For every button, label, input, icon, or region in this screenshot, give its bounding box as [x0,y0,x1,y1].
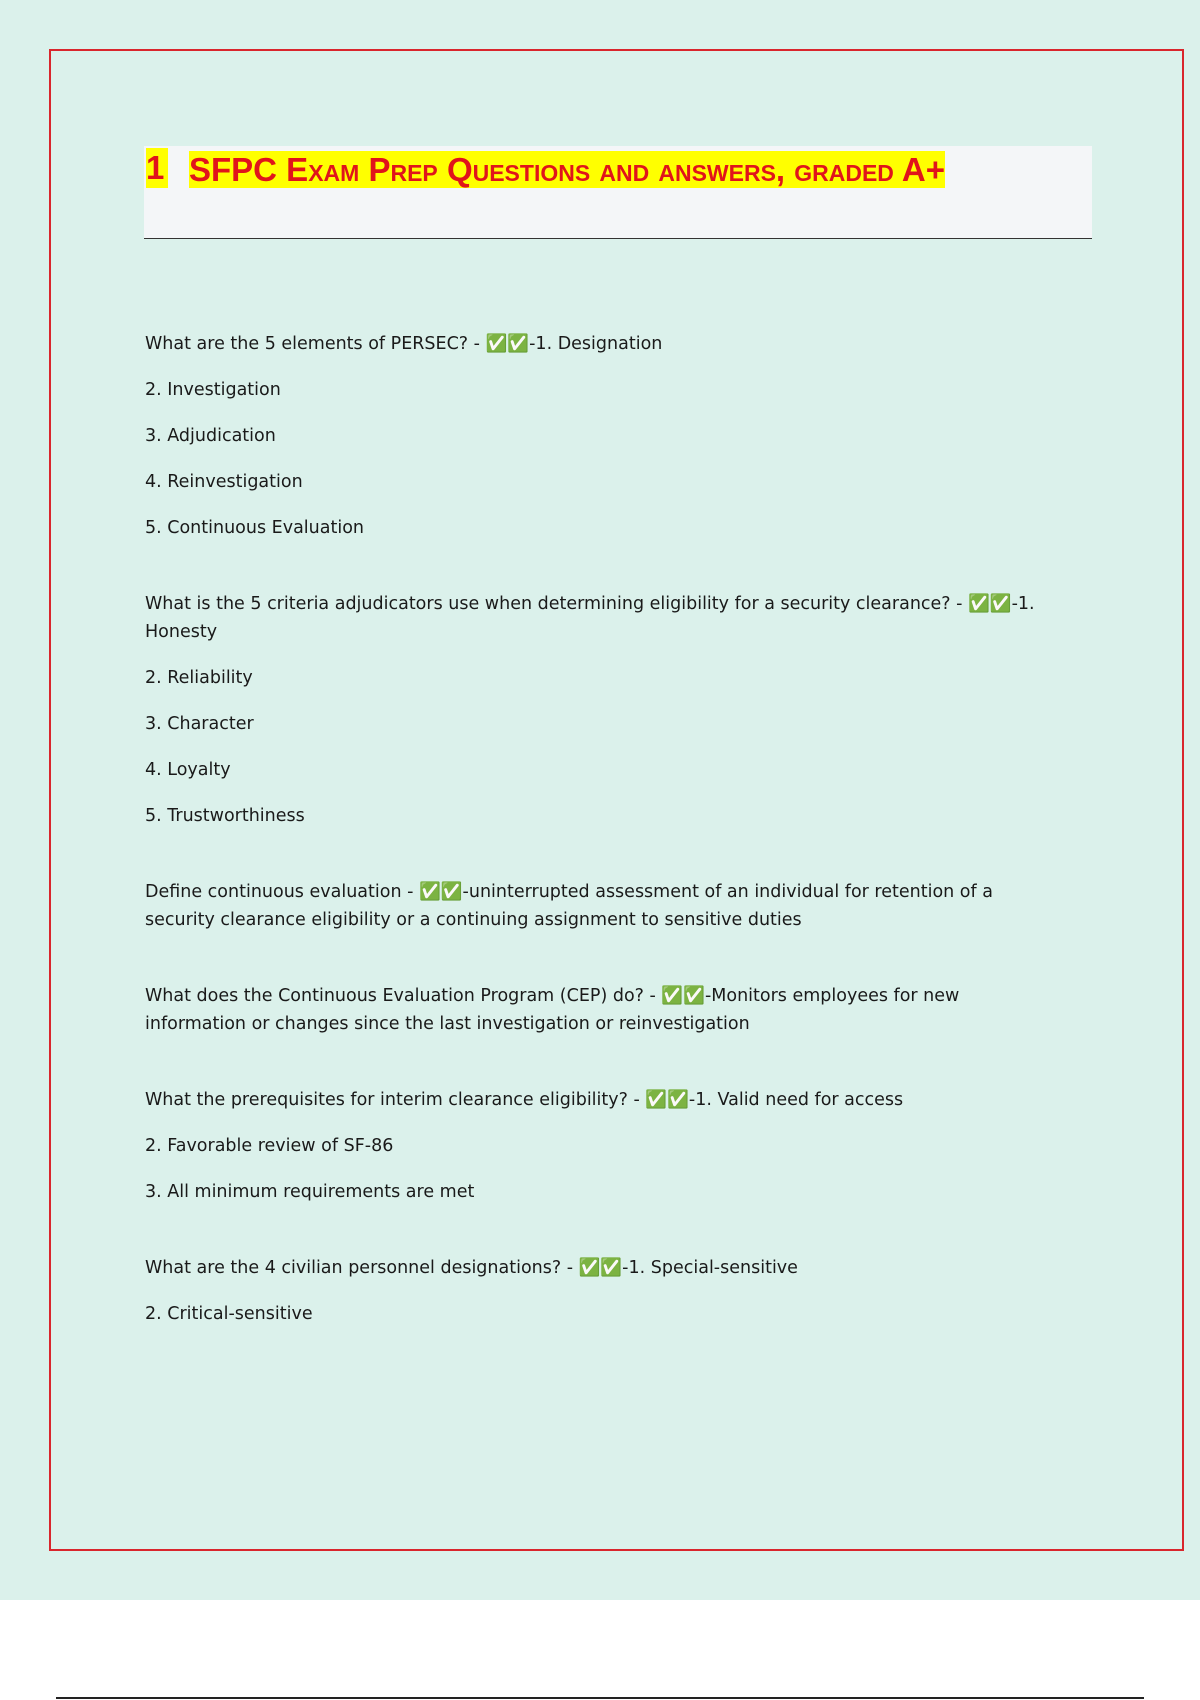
answer-item: 3. Character [145,714,254,734]
qa-block [145,1086,1065,1206]
answer-item: 3. All minimum requirements are met [145,1182,475,1202]
page-title [189,148,1049,192]
question-text: What does the Continuous Evaluation Program (CEP) do? - ✅✅-Monitors employees for new information or changes since the last investigation or reinvestigation [145,986,960,1034]
answer-item: 5. Continuous Evaluation [145,518,364,538]
answer-item: 5. Trustworthiness [145,806,305,826]
answer-item: 2. Investigation [145,380,281,400]
qa-block [145,1254,1065,1328]
qa-list [145,330,1065,1376]
answer-item: 2. Critical-sensitive [145,1304,313,1324]
answer-item: 3. Adjudication [145,426,276,446]
question-text: Define continuous evaluation - ✅✅-uninterrupted assessment of an individual for retention of a security clearance eligibility or a continuing assignment to sensitive duties [145,882,993,930]
qa-block [145,982,1065,1038]
question-text: What are the 5 elements of PERSEC? - ✅✅-1. Designation [145,334,663,354]
answer-item: 2. Favorable review of SF-86 [145,1136,394,1156]
answer-item: 4. Reinvestigation [145,472,303,492]
qa-block [145,330,1065,542]
page-title-text: SFPC Exam Prep Questions and answers, graded A+ [189,151,945,188]
qa-block [145,878,1065,934]
answer-item: 4. Loyalty [145,760,231,780]
question-text: What are the 4 civilian personnel designations? - ✅✅-1. Special-sensitive [145,1258,798,1278]
qa-block [145,590,1065,830]
question-text: What is the 5 criteria adjudicators use when determining eligibility for a security clearance? - ✅✅-1. Honesty [145,594,1035,642]
footer-divider [56,1697,1144,1699]
question-text: What the prerequisites for interim clearance eligibility? - ✅✅-1. Valid need for access [145,1090,904,1110]
answer-item: 2. Reliability [145,668,253,688]
heading-number: 1 [146,148,168,188]
